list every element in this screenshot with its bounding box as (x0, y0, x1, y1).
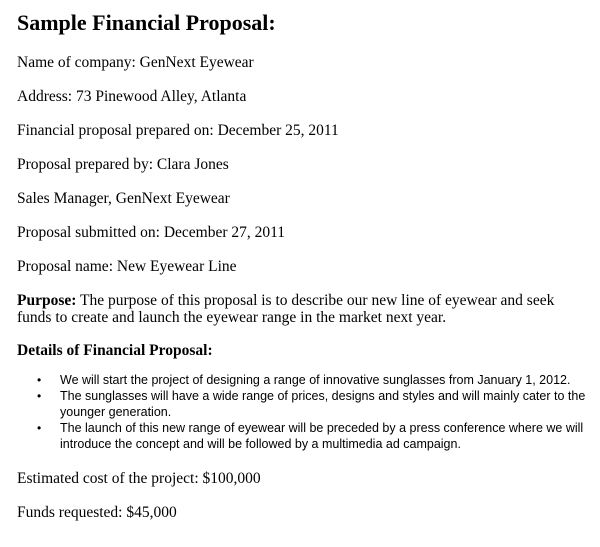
field-submitted-on: Proposal submitted on: December 27, 2011 (17, 224, 286, 241)
document-body (17, 10, 589, 538)
field-job-title: Sales Manager, GenNext Eyewear (17, 190, 230, 207)
purpose-paragraph (17, 292, 589, 326)
list-item-text: We will start the project of designing a range of innovative sunglasses from January 1, 2012. (60, 373, 571, 387)
field-prepared-by: Proposal prepared by: Clara Jones (17, 156, 229, 173)
purpose-text: The purpose of this proposal is to describe our new line of eyewear and seek funds to create and launch the eyewear range in the market next year. (17, 292, 555, 326)
purpose-label: Purpose: (17, 292, 77, 309)
bullet-icon: • (37, 373, 42, 387)
field-company-name: Name of company: GenNext Eyewear (17, 54, 254, 71)
details-heading: Details of Financial Proposal: (17, 342, 213, 359)
list-item-text: The launch of this new range of eyewear will be preceded by a press conference where we will introduce the concept and will be followed by a multimedia ad campaign. (60, 421, 584, 451)
field-estimated-cost: Estimated cost of the project: $100,000 (17, 470, 261, 487)
field-funds-requested: Funds requested: $45,000 (17, 504, 177, 521)
list-item (17, 388, 589, 420)
list-item (17, 372, 589, 388)
field-address: Address: 73 Pinewood Alley, Atlanta (17, 88, 247, 105)
field-proposal-name: Proposal name: New Eyewear Line (17, 258, 237, 275)
document-title: Sample Financial Proposal: (17, 10, 276, 35)
details-list (17, 372, 589, 452)
bullet-icon: • (37, 389, 42, 403)
field-prepared-on: Financial proposal prepared on: December 25, 2011 (17, 122, 339, 139)
list-item (17, 420, 589, 452)
list-item-text: The sunglasses will have a wide range of prices, designs and styles and will mainly cater to the younger generation. (60, 389, 586, 419)
bullet-icon: • (37, 421, 42, 435)
